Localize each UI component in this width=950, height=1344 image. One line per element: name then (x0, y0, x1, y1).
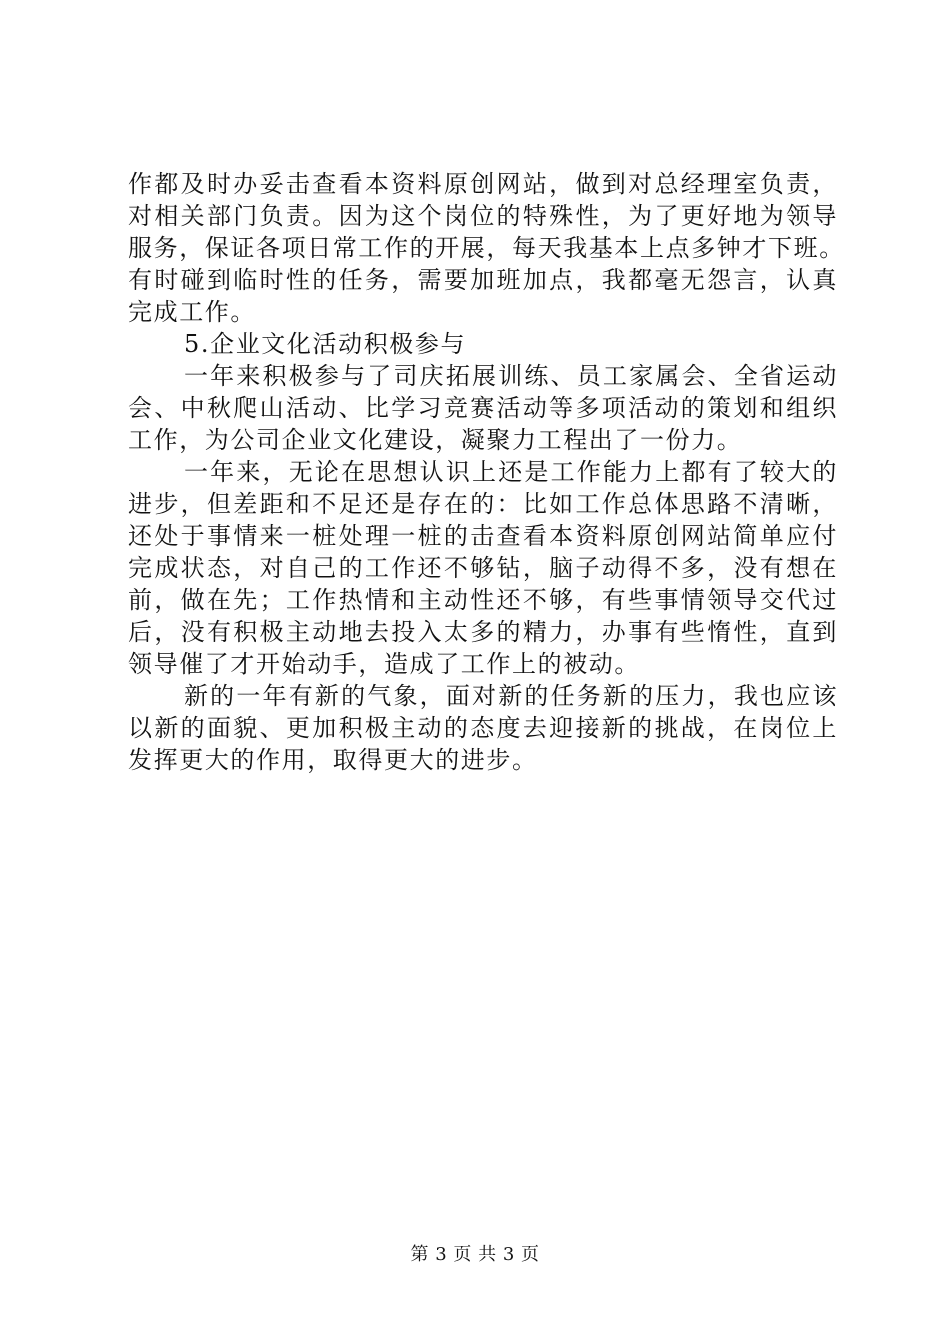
text-line: 对相关部门负责。因为这个岗位的特殊性，为了更好地为领导 (128, 202, 838, 230)
text-line: 以新的面貌、更加积极主动的态度去迎接新的挑战，在岗位上 (128, 714, 838, 742)
text-line: 服务，保证各项日常工作的开展，每天我基本上点多钟才下班。 (128, 234, 845, 262)
text-line: 一年来积极参与了司庆拓展训练、员工家属会、全省运动 (184, 362, 838, 390)
text-line: 有时碰到临时性的任务，需要加班加点，我都毫无怨言，认真 (128, 266, 838, 294)
text-line: 作都及时办妥击查看本资料原创网站，做到对总经理室负责， (128, 170, 838, 198)
text-line: 工作，为公司企业文化建设，凝聚力工程出了一份力。 (128, 426, 743, 454)
text-line: 前，做在先；工作热情和主动性还不够，有些事情领导交代过 (128, 586, 838, 614)
section-heading: 5.企业文化活动积极参与 (184, 330, 467, 358)
text-line: 领导催了才开始动手，造成了工作上的被动。 (128, 650, 640, 678)
text-line: 后，没有积极主动地去投入太多的精力，办事有些惰性，直到 (128, 618, 838, 646)
text-line: 发挥更大的作用，取得更大的进步。 (128, 746, 538, 774)
text-line: 完成状态，对自己的工作还不够钻，脑子动得不多，没有想在 (128, 554, 838, 582)
page-number-footer: 第 3 页 共 3 页 (410, 1244, 540, 1265)
text-line: 还处于事情来一桩处理一桩的击查看本资料原创网站简单应付 (128, 522, 838, 550)
text-line: 完成工作。 (128, 298, 256, 326)
text-line: 会、中秋爬山活动、比学习竞赛活动等多项活动的策划和组织 (128, 394, 838, 422)
text-line: 一年来，无论在思想认识上还是工作能力上都有了较大的 (184, 458, 838, 486)
text-line: 进步，但差距和不足还是存在的：比如工作总体思路不清晰， (128, 490, 838, 518)
text-line: 新的一年有新的气象，面对新的任务新的压力，我也应该 (184, 682, 838, 710)
document-body (128, 168, 845, 776)
